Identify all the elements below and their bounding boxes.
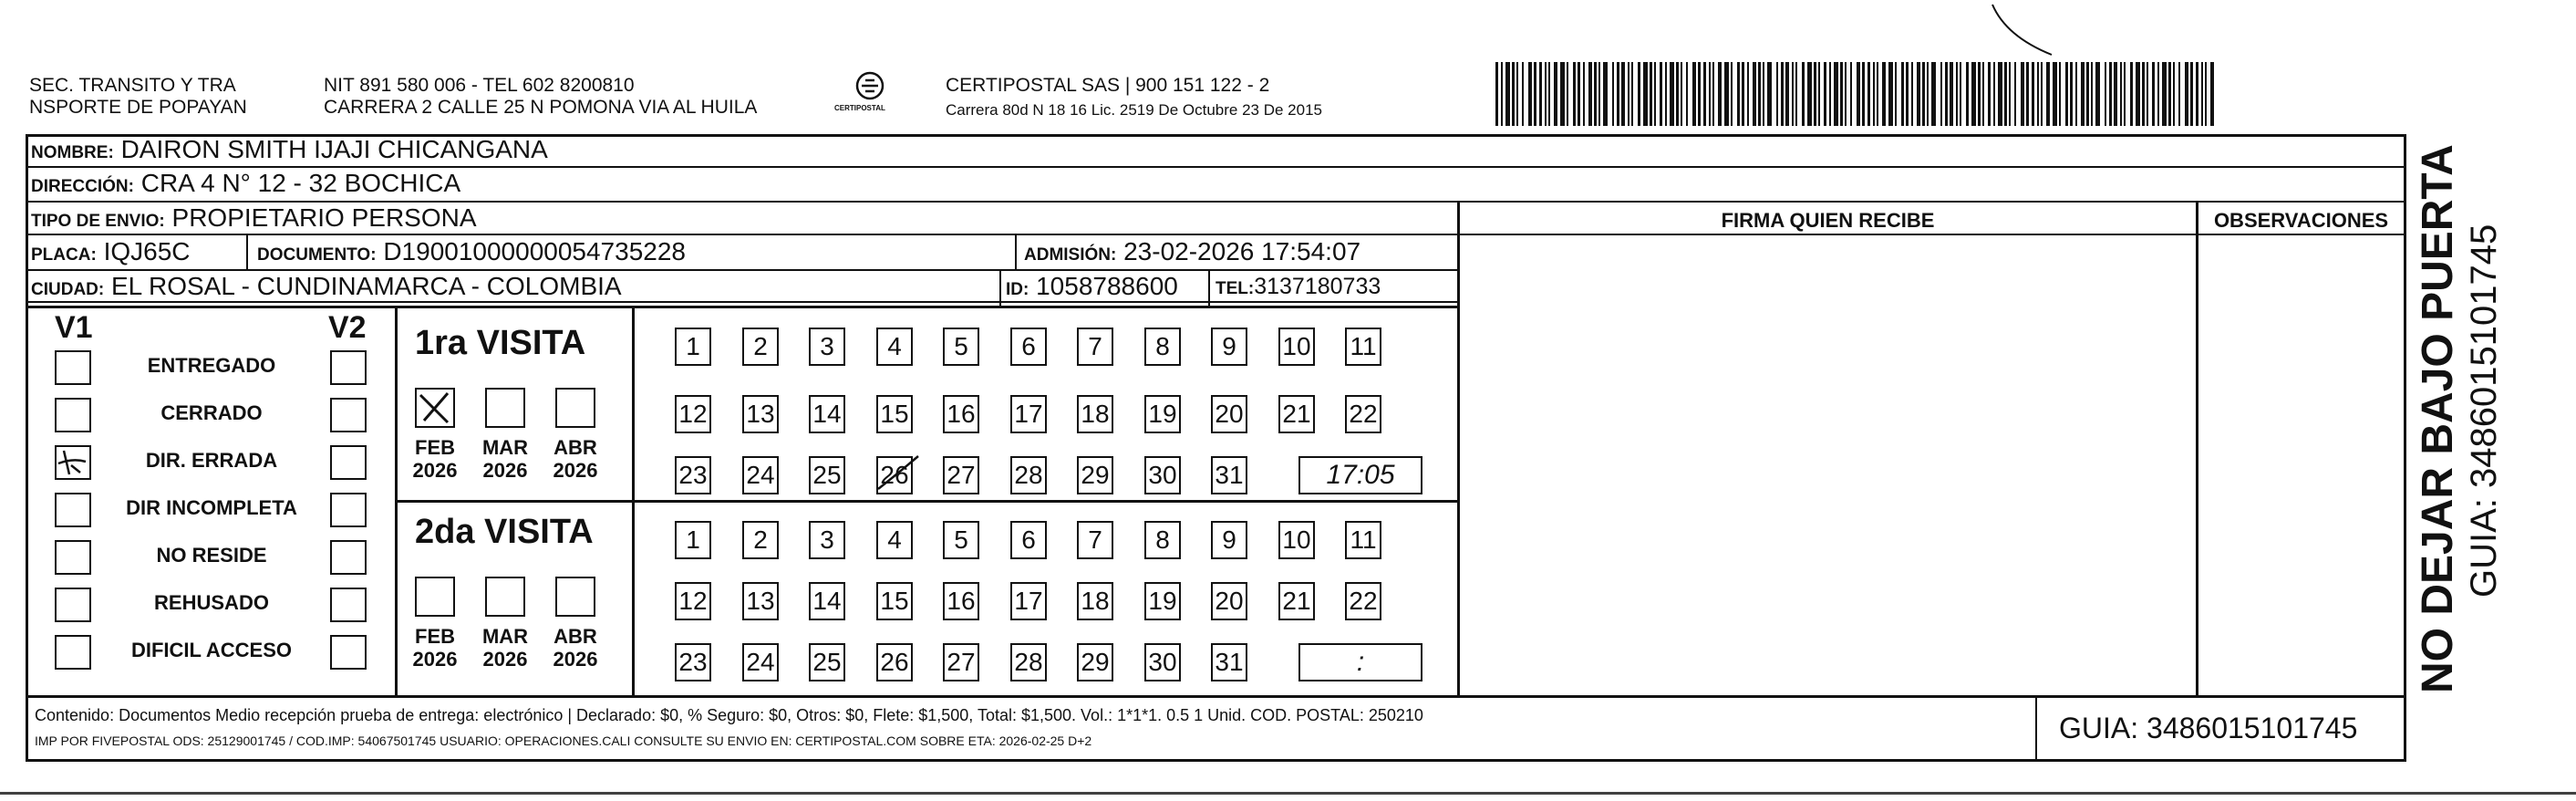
day-box[interactable]: 7 — [1077, 521, 1113, 559]
month-checkbox[interactable] — [485, 577, 525, 617]
placa-value: IQJ65C — [103, 237, 191, 265]
day-box[interactable]: 13 — [742, 395, 779, 433]
day-box[interactable]: 5 — [943, 521, 979, 559]
contenido-text: Contenido: Documentos Medio recepción prueba de entrega: electrónico | Declarado: $0, % Seguro: $0, Otros: $0, Flete: $1,500, Total: $1,500. Vol.: 1*1*1. 0.5 1 Unid. COD. POSTAL: 250210 — [35, 706, 1423, 724]
day-box[interactable]: 20 — [1211, 395, 1247, 433]
nombre-row: NOMBRE: DAIRON SMITH IJAJI CHICANGANA — [31, 135, 548, 163]
firma-header: FIRMA QUIEN RECIBE — [1721, 209, 1935, 232]
month-label — [474, 625, 536, 671]
day-box[interactable]: 1 — [675, 521, 711, 559]
day-box[interactable]: 8 — [1144, 521, 1181, 559]
day-box[interactable]: 23 — [675, 643, 711, 681]
observaciones-header: OBSERVACIONES — [2213, 209, 2389, 232]
month-year: 2026 — [482, 459, 528, 482]
sender-info: NIT 891 580 006 - TEL 602 8200810 CARRERA 2 CALLE 25 N POMONA VIA AL HUILA — [324, 75, 758, 118]
day-box[interactable]: 13 — [742, 582, 779, 620]
day-box[interactable]: 2 — [742, 521, 779, 559]
month-checkbox[interactable] — [485, 388, 525, 428]
day-box[interactable]: 15 — [876, 395, 913, 433]
month-year: 2026 — [412, 459, 458, 482]
day-box[interactable]: 25 — [809, 456, 845, 494]
month-label — [404, 436, 466, 482]
admision-cell: ADMISIÓN: 23-02-2026 17:54:07 — [1024, 237, 1361, 265]
day-box[interactable]: 31 — [1211, 643, 1247, 681]
cross-mark-icon — [417, 390, 453, 426]
v1-checkbox[interactable] — [55, 540, 91, 575]
month-label — [474, 436, 536, 482]
direccion-value: CRA 4 N° 12 - 32 BOCHICA — [140, 169, 461, 197]
day-box[interactable]: 18 — [1077, 582, 1113, 620]
status-option-label: DIR. ERRADA — [145, 449, 278, 472]
month-name: FEB — [415, 436, 455, 459]
day-box[interactable]: 21 — [1278, 395, 1315, 433]
day-box[interactable]: 27 — [943, 456, 979, 494]
status-option-label: NO RESIDE — [156, 544, 267, 567]
direccion-row: DIRECCIÓN: CRA 4 N° 12 - 32 BOCHICA — [31, 169, 461, 197]
v2-checkbox[interactable] — [330, 445, 367, 480]
month-name: ABR — [553, 625, 597, 648]
v2-checkbox[interactable] — [330, 493, 367, 527]
day-box[interactable]: 30 — [1144, 643, 1181, 681]
license-line: Carrera 80d N 18 16 Lic. 2519 De Octubre 23 De 2015 — [946, 101, 1322, 119]
v2-label: V2 — [328, 310, 367, 345]
pen-stroke — [1988, 0, 2097, 73]
placa-cell: PLACA: IQJ65C — [31, 237, 191, 265]
status-option-label: ENTREGADO — [147, 354, 276, 377]
day-box[interactable]: 18 — [1077, 395, 1113, 433]
day-box[interactable]: 12 — [675, 582, 711, 620]
day-box[interactable]: 31 — [1211, 456, 1247, 494]
visit2-title: 2da VISITA — [415, 513, 594, 551]
day-box[interactable]: 4 — [876, 328, 913, 366]
day-box[interactable]: 26 — [876, 643, 913, 681]
v2-checkbox[interactable] — [330, 350, 367, 385]
v2-checkbox[interactable] — [330, 635, 367, 670]
month-checkbox[interactable] — [415, 577, 455, 617]
imp-text: IMP POR FIVEPOSTAL ODS: 25129001745 / COD.IMP: 54067501745 USUARIO: OPERACIONES.CALI CONSULTE SU ENVIO EN: CERTIPOSTAL.COM SOBRE ETA: 2026-02-25 D+2 — [35, 733, 1092, 748]
month-year: 2026 — [482, 648, 528, 671]
month-label — [544, 625, 606, 671]
day-box[interactable]: 25 — [809, 643, 845, 681]
day-box[interactable]: 5 — [943, 328, 979, 366]
status-option-label: CERRADO — [160, 401, 263, 424]
ciudad-value: EL ROSAL - CUNDINAMARCA - COLOMBIA — [111, 272, 622, 300]
day-box[interactable]: 2 — [742, 328, 779, 366]
day-box[interactable]: 12 — [675, 395, 711, 433]
day-box[interactable]: 10 — [1278, 521, 1315, 559]
v1-label: V1 — [55, 310, 93, 345]
day-box[interactable]: 6 — [1010, 521, 1047, 559]
day-box[interactable]: 17 — [1010, 582, 1047, 620]
day-box[interactable]: 27 — [943, 643, 979, 681]
day-box[interactable]: 30 — [1144, 456, 1181, 494]
strike-mark-icon — [876, 449, 922, 494]
tel-cell: TEL:3137180733 — [1216, 274, 1381, 299]
sender-entity: SEC. TRANSITO Y TRA NSPORTE DE POPAYAN — [29, 75, 247, 118]
ciudad-cell: CIUDAD: EL ROSAL - CUNDINAMARCA - COLOMBIA — [31, 272, 622, 300]
day-box[interactable]: 23 — [675, 456, 711, 494]
logo-text: CERTIPOSTAL — [834, 104, 885, 112]
no-dejar-bajo-puerta: NO DEJAR BAJO PUERTA — [2414, 144, 2462, 693]
day-box[interactable]: 7 — [1077, 328, 1113, 366]
status-option-label: DIFICIL ACCESO — [130, 639, 292, 661]
v2-checkbox[interactable] — [330, 398, 367, 432]
day-box[interactable]: 28 — [1010, 643, 1047, 681]
day-box[interactable]: 4 — [876, 521, 913, 559]
day-box[interactable]: 26 — [876, 456, 913, 494]
day-box[interactable]: 3 — [809, 521, 845, 559]
day-box[interactable]: 29 — [1077, 643, 1113, 681]
tipo-envio-value: PROPIETARIO PERSONA — [171, 203, 477, 232]
day-box[interactable]: 10 — [1278, 328, 1315, 366]
day-box[interactable]: 3 — [809, 328, 845, 366]
visit-time-box[interactable]: 17:05 — [1298, 456, 1422, 494]
handwritten-mark-icon — [57, 447, 89, 478]
day-box[interactable]: 15 — [876, 582, 913, 620]
month-name: MAR — [481, 625, 529, 648]
visit1-title: 1ra VISITA — [415, 324, 586, 362]
visit-time-box[interactable]: : — [1298, 643, 1422, 681]
day-box[interactable]: 16 — [943, 395, 979, 433]
v1-checkbox[interactable] — [55, 588, 91, 622]
month-year: 2026 — [553, 648, 598, 671]
day-box[interactable]: 24 — [742, 456, 779, 494]
day-box[interactable]: 22 — [1345, 395, 1381, 433]
day-box[interactable]: 14 — [809, 582, 845, 620]
v2-checkbox[interactable] — [330, 540, 367, 575]
v1-checkbox[interactable] — [55, 398, 91, 432]
month-name: MAR — [481, 436, 529, 459]
day-box[interactable]: 9 — [1211, 521, 1247, 559]
company-line: CERTIPOSTAL SAS | 900 151 122 - 2 — [946, 75, 1270, 96]
v1-checkbox[interactable] — [55, 445, 91, 480]
day-box[interactable]: 16 — [943, 582, 979, 620]
day-box[interactable]: 20 — [1211, 582, 1247, 620]
day-box[interactable]: 29 — [1077, 456, 1113, 494]
day-box[interactable]: 8 — [1144, 328, 1181, 366]
day-box[interactable]: 21 — [1278, 582, 1315, 620]
v1-checkbox[interactable] — [55, 635, 91, 670]
day-box[interactable]: 1 — [675, 328, 711, 366]
id-value: 1058788600 — [1036, 272, 1178, 300]
day-box[interactable]: 28 — [1010, 456, 1047, 494]
side-guia: GUIA: 3486015101745 — [2464, 224, 2504, 598]
day-box[interactable]: 6 — [1010, 328, 1047, 366]
status-option-label: DIR INCOMPLETA — [126, 496, 297, 519]
month-year: 2026 — [412, 648, 458, 671]
month-label — [544, 436, 606, 482]
month-name: ABR — [553, 436, 597, 459]
month-checkbox[interactable] — [555, 577, 595, 617]
day-box[interactable]: 22 — [1345, 582, 1381, 620]
day-box[interactable]: 9 — [1211, 328, 1247, 366]
day-box[interactable]: 19 — [1144, 395, 1181, 433]
footer-guia: GUIA: 3486015101745 — [2059, 712, 2358, 744]
month-checkbox[interactable] — [415, 388, 455, 428]
certipostal-logo — [837, 68, 903, 120]
day-box[interactable]: 11 — [1345, 521, 1381, 559]
month-checkbox[interactable] — [555, 388, 595, 428]
admision-value: 23-02-2026 17:54:07 — [1123, 237, 1361, 265]
day-box[interactable]: 24 — [742, 643, 779, 681]
month-name: FEB — [415, 625, 455, 648]
id-cell: ID: 1058788600 — [1006, 272, 1178, 300]
day-box[interactable]: 11 — [1345, 328, 1381, 366]
documento-value: D19001000000054735228 — [383, 237, 686, 265]
v1-checkbox[interactable] — [55, 350, 91, 385]
day-box[interactable]: 14 — [809, 395, 845, 433]
day-box[interactable]: 17 — [1010, 395, 1047, 433]
barcode — [1495, 62, 2225, 126]
status-option-label: REHUSADO — [154, 591, 269, 614]
v1-checkbox[interactable] — [55, 493, 91, 527]
tipo-envio-row: TIPO DE ENVIO: PROPIETARIO PERSONA — [31, 203, 477, 232]
day-box[interactable]: 19 — [1144, 582, 1181, 620]
documento-cell: DOCUMENTO: D19001000000054735228 — [257, 237, 686, 265]
tel-value: 3137180733 — [1254, 274, 1381, 299]
month-label — [404, 625, 466, 671]
v2-checkbox[interactable] — [330, 588, 367, 622]
nombre-value: DAIRON SMITH IJAJI CHICANGANA — [120, 135, 548, 163]
month-year: 2026 — [553, 459, 598, 482]
